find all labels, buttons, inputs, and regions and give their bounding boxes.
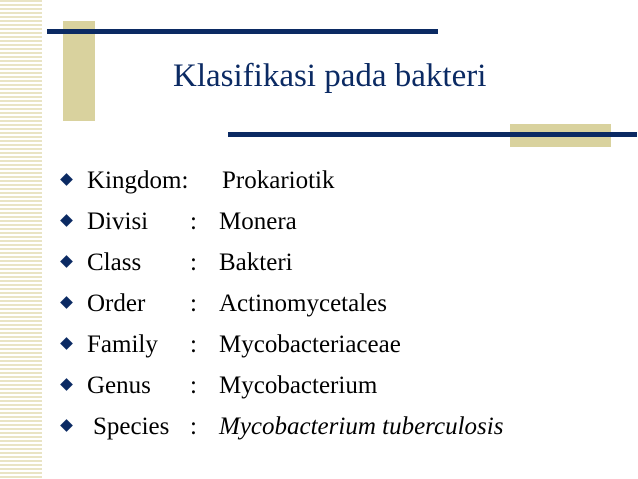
diamond-bullet-icon [60,296,73,309]
rank-value: Mycobacterium tuberculosis [219,413,504,440]
rank-separator: : [190,413,197,440]
rank-label: Species [93,413,170,440]
classification-list [62,160,622,447]
rank-separator: : [190,290,197,317]
rank-label: Order [87,290,146,317]
diamond-bullet-icon [60,214,73,227]
rank-separator: : [190,372,197,399]
diamond-bullet-icon [60,255,73,268]
diamond-bullet-icon [60,173,73,186]
rank-value: Bakteri [219,249,293,276]
rank-label: Class [87,249,142,276]
rank-separator: : [190,249,197,276]
list-item-species [62,406,622,447]
rank-value: Actinomycetales [219,290,387,317]
diamond-bullet-icon [60,378,73,391]
title-rule-top [47,29,438,34]
rank-separator: : [190,331,197,358]
rank-separator: : [190,208,197,235]
diamond-bullet-icon [60,419,73,432]
diamond-bullet-icon [60,337,73,350]
rank-label: Family [87,331,158,358]
slide-title: Klasifikasi pada bakteri [173,58,487,94]
rank-label: Divisi [87,208,149,235]
list-item-order [62,283,622,324]
accent-block-top [63,21,95,121]
rank-value: Monera [219,208,297,235]
rank-value: Mycobacteriaceae [219,331,401,358]
list-item-genus [62,365,622,406]
decorative-stripes [0,0,42,479]
title-rule-bottom [228,132,637,137]
rank-value: Mycobacterium [219,372,378,399]
list-item-divisi [62,201,622,242]
list-item-class [62,242,622,283]
rank-label: Genus [87,372,151,399]
list-item-family [62,324,622,365]
rank-value: Prokariotik [222,167,335,194]
list-item-kingdom [62,160,622,201]
rank-label: Kingdom: [87,167,189,194]
